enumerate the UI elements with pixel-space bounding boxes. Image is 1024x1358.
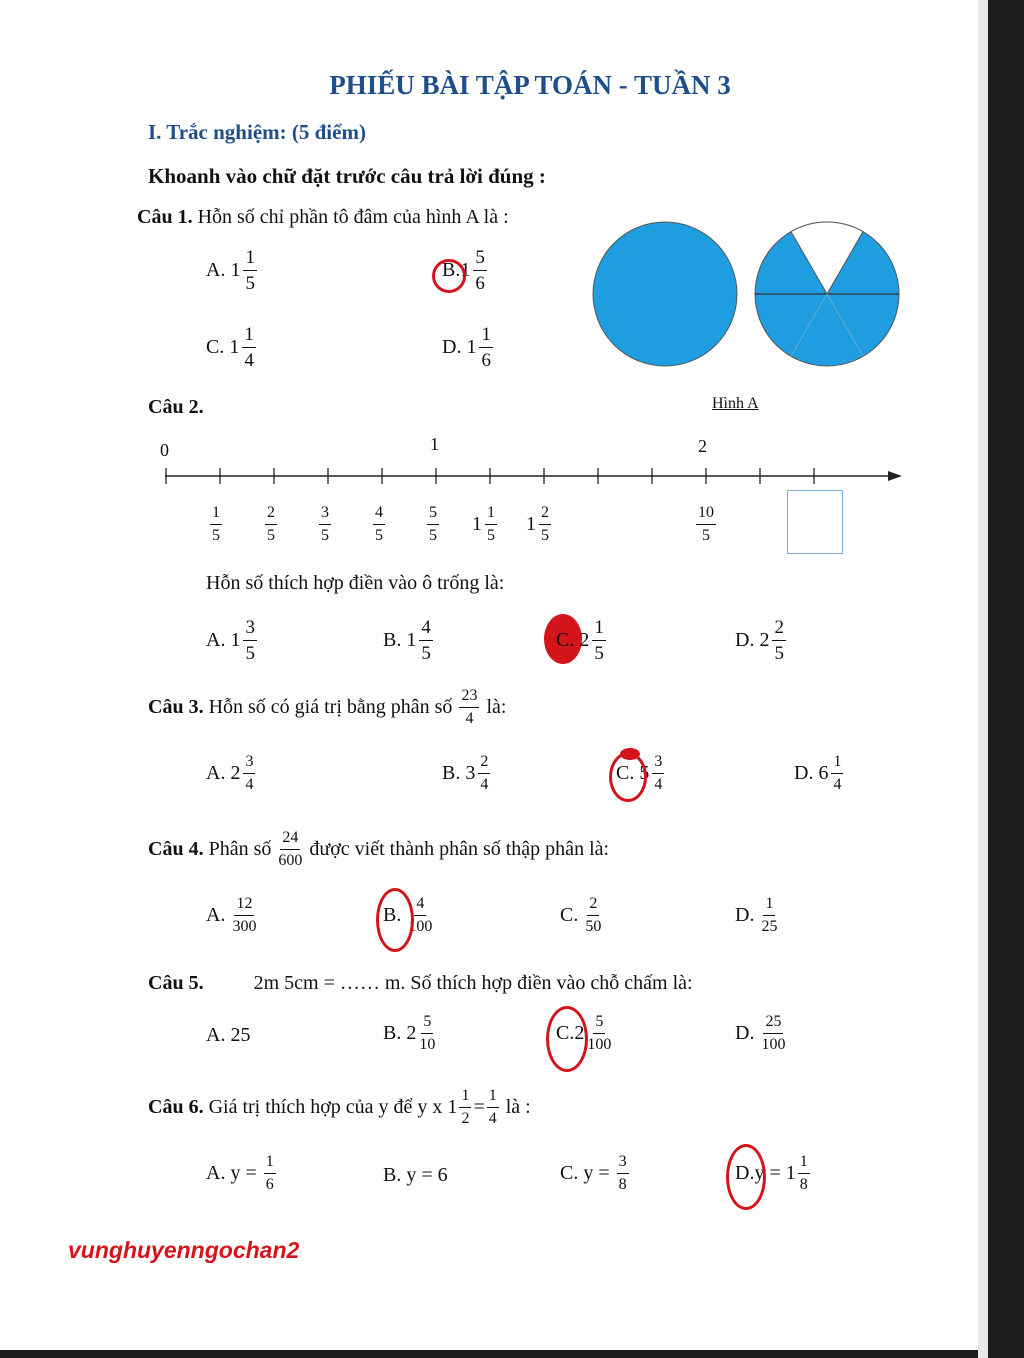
axis-label-2: 2 <box>698 436 707 456</box>
q6-option-c[interactable]: C. y = $\frac{3}{8}$ <box>560 1153 627 1193</box>
question-1-text: Hỗn số chỉ phần tô đâm của hình A là : <box>197 206 509 228</box>
q3-option-d[interactable]: D. 6 $\frac{1}{4}$ <box>794 753 842 793</box>
tick-label-6: 1 $\frac{1}{5}$ <box>472 504 495 544</box>
q5-option-a[interactable]: A. 25 <box>206 1024 251 1046</box>
q5-option-b[interactable]: B. 2 $\frac{5}{10}$ <box>383 1013 436 1053</box>
q1-option-b[interactable]: B. 1 $\frac{5}{6}$ <box>442 247 485 294</box>
answer-circle-q4 <box>376 888 414 952</box>
answer-blank-box[interactable] <box>787 490 843 554</box>
full-circle <box>593 222 737 366</box>
question-3: Câu 3. Hỗn số có giá trị bằng phân số $\frac{23}{4}$ là: <box>148 687 507 727</box>
question-2-prompt: Hỗn số thích hợp điền vào ô trống là: <box>206 572 505 594</box>
q2-option-b[interactable]: B. 1 $\frac{4}{5}$ <box>383 617 431 664</box>
figure-caption: Hình A <box>712 395 759 412</box>
q5-option-c[interactable]: C. 2 $\frac{5}{100}$ <box>556 1013 612 1053</box>
q2-option-d[interactable]: D. 2 $\frac{2}{5}$ <box>735 617 784 664</box>
page-title: PHIẾU BÀI TẬP TOÁN - TUẦN 3 <box>329 70 731 100</box>
tick-label-4: $\frac{4}{5}$ <box>375 504 383 544</box>
author-watermark: vunghuyenngochan2 <box>68 1237 300 1263</box>
q5-option-d[interactable]: D. $\frac{25}{100}$ <box>735 1013 786 1053</box>
q3-option-c[interactable]: C. 5 $\frac{3}{4}$ <box>616 753 663 793</box>
q2-option-c[interactable]: C. 2 $\frac{1}{5}$ <box>556 617 604 664</box>
question-2 <box>148 396 204 419</box>
axis-label-1: 1 <box>430 434 439 454</box>
q4-option-b[interactable]: B. $\frac{4}{100}$ <box>383 895 433 935</box>
tick-label-3: $\frac{3}{5}$ <box>321 504 329 544</box>
figure-a <box>590 215 910 375</box>
question-4: Câu 4. Phân số $\frac{24}{600}$ được viết thành phân số thập phân là: <box>148 829 610 869</box>
instruction: Khoanh vào chữ đặt trước câu trả lời đúng : <box>148 164 546 188</box>
question-2-label: Câu 2. <box>148 396 204 418</box>
q1-option-a[interactable]: A. 1 $\frac{1}{5}$ <box>206 247 255 294</box>
question-1-label: Câu 1. <box>137 206 193 228</box>
tick-label-7: 1 $\frac{2}{5}$ <box>526 504 549 544</box>
answer-circle-q1 <box>432 259 466 293</box>
answer-mark-q3 <box>620 748 640 760</box>
question-6: Câu 6. Giá trị thích hợp của y để y x 1 $\frac{1}{2}$ = $\frac{1}{4}$ là : <box>148 1087 531 1127</box>
tick-label-2: $\frac{2}{5}$ <box>267 504 275 544</box>
q3-option-a[interactable]: A. 2 $\frac{3}{4}$ <box>206 753 254 793</box>
question-5: Câu 5. 2m 5cm = …… m. Số thích hợp điền vào chỗ chấm là: <box>148 972 693 994</box>
section-heading: I. Trắc nghiệm: (5 điểm) <box>148 120 366 144</box>
tick-label-1: $\frac{1}{5}$ <box>212 504 220 544</box>
q6-option-d[interactable]: D. y = 1 $\frac{1}{8}$ <box>735 1153 808 1193</box>
q6-option-a[interactable]: A. y = $\frac{1}{6}$ <box>206 1153 274 1193</box>
tick-label-10-5: $\frac{10}{5}$ <box>698 504 714 544</box>
q3-option-b[interactable]: B. 3 $\frac{2}{4}$ <box>442 753 489 793</box>
q4-option-d[interactable]: D. $\frac{1}{25}$ <box>735 895 778 935</box>
axis-label-0: 0 <box>160 440 169 460</box>
q4-option-c[interactable]: C. $\frac{2}{50}$ <box>560 895 602 935</box>
tick-label-5: $\frac{5}{5}$ <box>429 504 437 544</box>
number-line <box>150 462 910 492</box>
sectored-circle <box>755 222 899 366</box>
answer-circle-q5 <box>546 1006 588 1072</box>
q2-option-a[interactable]: A. 1 $\frac{3}{5}$ <box>206 617 255 664</box>
q6-option-b[interactable]: B. y = 6 <box>383 1164 448 1186</box>
page-edge <box>978 0 988 1358</box>
question-1 <box>137 206 509 229</box>
q4-option-a[interactable]: A. $\frac{12}{300}$ <box>206 895 257 935</box>
q1-option-d[interactable]: D. 1 $\frac{1}{6}$ <box>442 324 491 371</box>
answer-circle-q6 <box>726 1144 766 1210</box>
q1-option-c[interactable]: C. 1 $\frac{1}{4}$ <box>206 324 254 371</box>
